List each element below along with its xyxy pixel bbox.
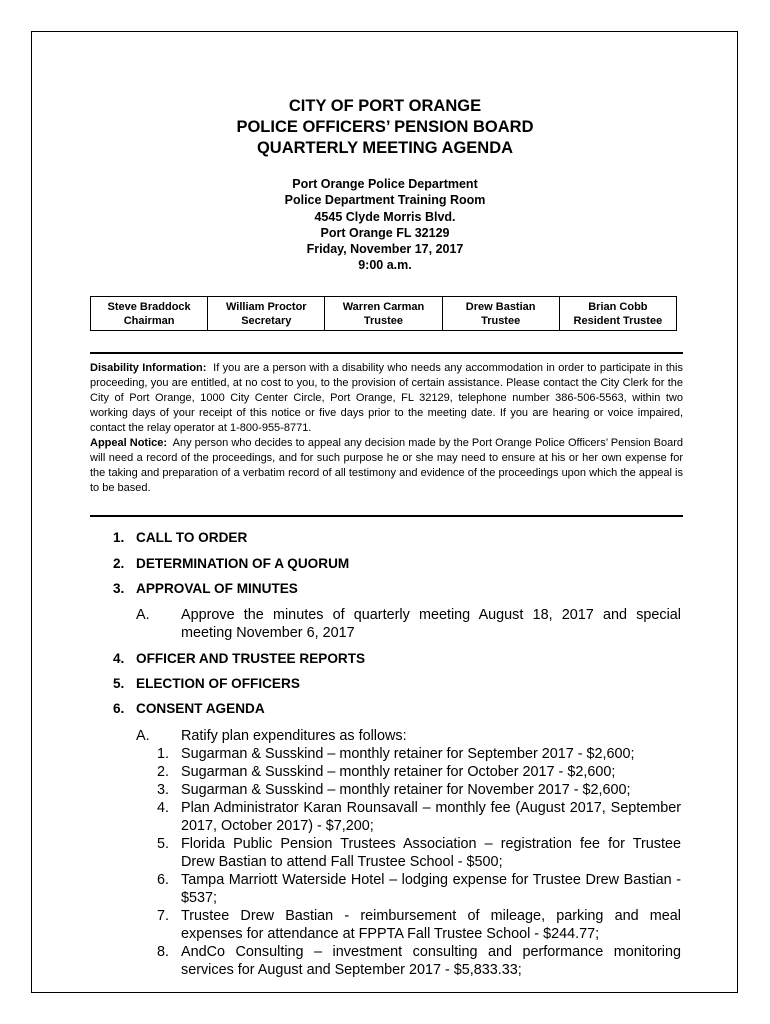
trustee-role: Chairman — [123, 314, 175, 327]
trustee-cell — [208, 297, 325, 331]
item-number: 1. — [113, 530, 125, 545]
list-item-text: Sugarman & Susskind – monthly retainer for November 2017 - $2,600; — [181, 782, 631, 798]
item-label: ELECTION OF OFFICERS — [136, 676, 300, 691]
list-item-text: Plan Administrator Karan Rounsavall – monthly fee (August 2017, September 2017, October 2017) - $7,200; — [181, 800, 681, 834]
title-line-board: POLICE OFFICERS’ PENSION BOARD — [236, 118, 534, 136]
divider-bottom — [90, 515, 683, 517]
trustee-role: Secretary — [241, 314, 292, 327]
location-room: Police Department Training Room — [284, 193, 486, 208]
agenda-item-election — [113, 676, 300, 691]
trustee-name: William Proctor — [225, 300, 307, 313]
list-item — [157, 907, 681, 943]
trustee-cell — [325, 297, 442, 331]
list-item-number: 7. — [157, 908, 170, 924]
expenditure-list — [157, 745, 681, 979]
trustee-name: Steve Braddock — [107, 300, 191, 313]
list-item-text: Trustee Drew Bastian - reimbursement of mileage, parking and meal expenses for attendance at FPPTA Fall Trustee School - $244.77; — [181, 908, 681, 942]
disability-text: If you are a person with a disability who needs any accommodation in order to participate in this proceeding, you are entitled, at no cost to you, to the provision of certain assistance. Please contact the City Clerk for the City of Port Orange, 1000 City Center Circle, Port Orange, FL 32129, telephone number 386-506-5563, within two working days of your receipt of this notice or five days prior to the meeting date. If you are hearing or voice impaired, contact the relay operator at 1-800-955-8771. — [90, 362, 683, 434]
list-item-text: Sugarman & Susskind – monthly retainer for September 2017 - $2,600; — [181, 746, 635, 762]
trustee-name: Drew Bastian — [465, 300, 536, 313]
trustee-role: Trustee — [481, 314, 521, 327]
item-number: 6. — [113, 701, 125, 716]
trustees-table — [90, 296, 677, 331]
list-item-number: 4. — [157, 800, 170, 816]
item-label: CALL TO ORDER — [136, 530, 248, 545]
item-label: OFFICER AND TRUSTEE REPORTS — [136, 651, 366, 666]
appeal-text: Any person who decides to appeal any decision made by the Port Orange Police Officers’ Pension Board will need a record of the proceedings, and for such purpose he or she may need to ensure at his or her own expense for the taking and preparation of a verbatim record of all testimony and evidence of the proceedings upon which the appeal is to be based. — [90, 437, 683, 494]
list-item — [157, 745, 681, 763]
agenda-item-reports — [113, 651, 365, 666]
list-item-number: 5. — [157, 836, 170, 852]
divider-top — [90, 352, 683, 354]
trustee-role: Resident Trustee — [573, 314, 663, 327]
list-item-text: Tampa Marriott Waterside Hotel – lodging expense for Trustee Drew Bastian - $537; — [181, 872, 681, 906]
subitem-letter: A. — [136, 728, 150, 744]
item-number: 4. — [113, 651, 125, 666]
item-number: 3. — [113, 581, 125, 596]
title-line-city: CITY OF PORT ORANGE — [288, 97, 482, 115]
list-item-number: 1. — [157, 746, 170, 762]
list-item-number: 3. — [157, 782, 170, 798]
trustee-name: Brian Cobb — [588, 300, 648, 313]
list-item — [157, 781, 681, 799]
subitem-text: Approve the minutes of quarterly meeting August 18, 2017 and special meeting November 6, 2017 — [181, 607, 681, 641]
title-line-agenda: QUARTERLY MEETING AGENDA — [256, 139, 514, 157]
list-item — [157, 871, 681, 907]
location-street: 4545 Clyde Morris Blvd. — [314, 209, 456, 224]
list-item — [157, 763, 681, 781]
location-department: Port Orange Police Department — [292, 177, 478, 191]
agenda-item-quorum — [113, 556, 349, 571]
list-item-text: Florida Public Pension Trustees Association – registration fee for Trustee Drew Bastian to attend Fall Trustee School - $500; — [181, 836, 681, 870]
subitem-text: Ratify plan expenditures as follows: — [181, 728, 407, 744]
agenda-item-minutes — [113, 581, 298, 596]
list-item-text: Sugarman & Susskind – monthly retainer for October 2017 - $2,600; — [181, 764, 616, 780]
trustee-cell — [442, 297, 559, 331]
item-number: 2. — [113, 556, 125, 571]
subitem-letter: A. — [136, 607, 150, 623]
agenda-item-consent — [113, 701, 265, 716]
list-item — [157, 799, 681, 835]
item-label: APPROVAL OF MINUTES — [136, 581, 298, 596]
item-label: CONSENT AGENDA — [136, 701, 265, 716]
list-item-number: 6. — [157, 872, 170, 888]
list-item-number: 2. — [157, 764, 170, 780]
meeting-date: Friday, November 17, 2017 — [306, 242, 464, 257]
item-label: DETERMINATION OF A QUORUM — [136, 556, 350, 571]
meeting-time: 9:00 a.m. — [358, 258, 412, 273]
trustee-role: Trustee — [363, 314, 404, 327]
list-item — [157, 835, 681, 871]
trustee-name: Warren Carman — [342, 300, 425, 313]
trustee-cell — [91, 297, 208, 331]
item-number: 5. — [113, 676, 125, 691]
notice-block — [90, 361, 683, 496]
list-item-number: 8. — [157, 944, 170, 960]
list-item-text: AndCo Consulting – investment consulting and performance monitoring services for August and September 2017 - $5,833.33; — [181, 944, 681, 978]
document-title — [0, 96, 770, 159]
meeting-location — [0, 176, 770, 274]
disability-label: Disability Information: — [90, 362, 207, 374]
location-city: Port Orange FL 32129 — [320, 225, 450, 240]
list-item — [157, 943, 681, 979]
trustee-cell — [559, 297, 676, 331]
agenda-item-call-to-order — [113, 530, 247, 545]
appeal-label: Appeal Notice: — [90, 437, 168, 449]
